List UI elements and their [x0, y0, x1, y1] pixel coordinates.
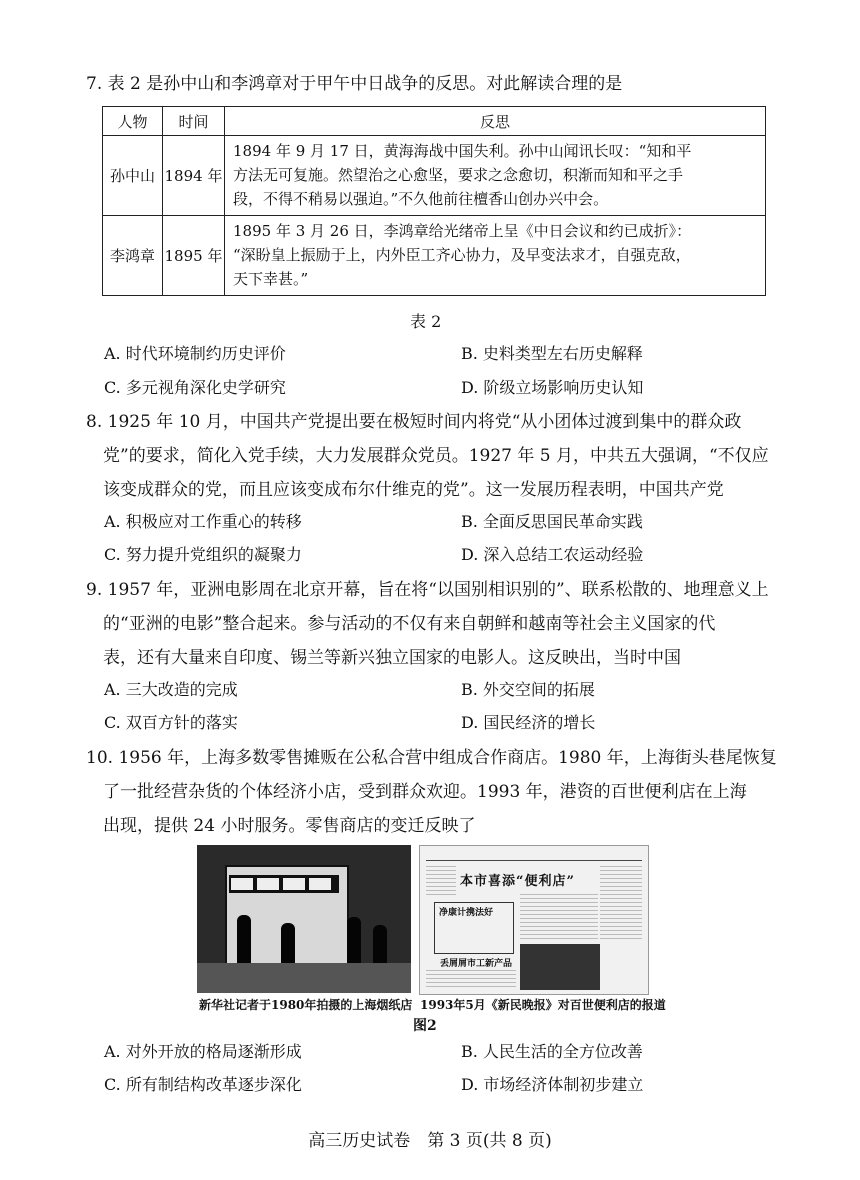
- q9-stem-line: 9. 1957 年，亚洲电影周在北京开幕，旨在将“以国别相识别的”、联系松散的、地理意义上: [86, 580, 769, 600]
- newspaper-boxed-article: [434, 902, 514, 954]
- table-2: [102, 106, 766, 296]
- reflection-line: 1894 年 9 月 17 日，黄海海战中国失利。孙中山闻讯长叹：“知和平: [233, 142, 692, 160]
- reflection-line: 天下幸甚。”: [233, 270, 309, 288]
- q7-option-c[interactable]: C. 多元视角深化史学研究: [104, 378, 286, 397]
- table-row: [103, 136, 766, 216]
- text-column: [520, 894, 598, 940]
- q7-stem: 7. 表 2 是孙中山和李鸿章对于甲午中日战争的反思。对此解读合理的是: [86, 74, 623, 94]
- shop-photo-1980: [197, 845, 411, 993]
- table-row: [103, 216, 766, 296]
- table-header-person: 人物: [103, 107, 163, 136]
- reflection-line: 方法无可复施。然望治之心愈坚，要求之念愈切，积渐而知和平之手: [233, 166, 684, 184]
- reflection-line: 段，不得不稍易以强迫。”不久他前往檀香山创办兴中会。: [233, 190, 609, 208]
- q10-option-a[interactable]: A. 对外开放的格局逐渐形成: [104, 1042, 302, 1061]
- text-column: [600, 866, 642, 940]
- boxed-article-title: 净康计携法好: [439, 908, 494, 918]
- q10-option-b[interactable]: B. 人民生活的全方位改善: [461, 1042, 643, 1061]
- table-cell-year: 1894 年: [163, 136, 225, 216]
- text-column: [426, 866, 456, 896]
- reflection-line: 1895 年 3 月 26 日，李鸿章给光绪帝上呈《中日会议和约已成折》：: [233, 222, 692, 240]
- newspaper-headline: 本市喜添“便利店”: [460, 874, 575, 889]
- newspaper-caption: 1993年5月《新民晚报》对百世便利店的报道: [420, 998, 666, 1012]
- q10-stem-line: 10. 1956 年，上海多数零售摊贩在公私合营中组成合作商店。1980 年，上海街头巷尾恢复: [86, 748, 777, 768]
- q8-option-b[interactable]: B. 全面反思国民革命实践: [461, 512, 643, 531]
- reflection-line: “深盼皇上振励于上，内外臣工齐心协力，及早变法求才，自强克敌，: [233, 246, 691, 264]
- q7-option-b[interactable]: B. 史料类型左右历史解释: [461, 344, 643, 363]
- q8-option-a[interactable]: A. 积极应对工作重心的转移: [104, 512, 302, 531]
- page-footer: 高三历史试卷 第 3 页(共 8 页): [308, 1131, 552, 1151]
- q9-stem-line: 表，还有大量来自印度、锡兰等新兴独立国家的电影人。这反映出，当时中国: [103, 648, 681, 668]
- table-cell-reflection: [225, 136, 766, 216]
- q9-option-a[interactable]: A. 三大改造的完成: [104, 680, 238, 699]
- table-cell-person: 李鸿章: [103, 216, 163, 296]
- q9-option-c[interactable]: C. 双百方针的落实: [104, 713, 238, 732]
- q7-option-a[interactable]: A. 时代环境制约历史评价: [104, 344, 286, 363]
- text-column: [426, 970, 516, 990]
- table-header-row: [103, 107, 766, 136]
- table-cell-person: 孙中山: [103, 136, 163, 216]
- shop-sign: [229, 875, 339, 893]
- table-cell-reflection: [225, 216, 766, 296]
- q8-option-c[interactable]: C. 努力提升党组织的凝聚力: [104, 545, 302, 564]
- q7-option-d[interactable]: D. 阶级立场影响历史认知: [461, 378, 644, 397]
- q9-option-b[interactable]: B. 外交空间的拓展: [461, 680, 595, 699]
- table-cell-year: 1895 年: [163, 216, 225, 296]
- q8-stem-line: 8. 1925 年 10 月，中国共产党提出要在极短时间内将党“从小团体过渡到集中的群众政: [86, 412, 742, 432]
- q8-stem-line: 该变成群众的党，而且应该变成布尔什维克的党”。这一发展历程表明，中国共产党: [103, 480, 724, 500]
- table-header-time: 时间: [163, 107, 225, 136]
- q9-option-d[interactable]: D. 国民经济的增长: [461, 713, 596, 732]
- figure-label: 图2: [413, 1018, 437, 1034]
- q8-option-d[interactable]: D. 深入总结工农运动经验: [461, 545, 644, 564]
- q10-option-c[interactable]: C. 所有制结构改革逐步深化: [104, 1075, 302, 1094]
- q8-stem-line: 党”的要求，简化入党手续，大力发展群众党员。1927 年 5 月，中共五大强调，“不仅应: [103, 446, 769, 466]
- street-ground: [197, 963, 411, 993]
- table-header-reflection: 反思: [225, 107, 766, 136]
- newspaper-subheading: 丢屑屑市工新产品: [440, 959, 513, 969]
- q10-stem-line: 了一批经营杂货的个体经济小店，受到群众欢迎。1993 年，港资的百世便利店在上海: [103, 782, 747, 802]
- q10-stem-line: 出现，提供 24 小时服务。零售商店的变迁反映了: [103, 816, 476, 836]
- q9-stem-line: 的“亚洲的电影”整合起来。参与活动的不仅有来自朝鲜和越南等社会主义国家的代: [103, 614, 716, 634]
- newspaper-clipping: [419, 845, 649, 995]
- photo-caption: 新华社记者于1980年拍摄的上海烟纸店: [199, 998, 413, 1012]
- newspaper-masthead: [426, 850, 642, 861]
- table-caption: 表 2: [410, 312, 442, 331]
- newspaper-photo: [520, 944, 600, 990]
- q10-option-d[interactable]: D. 市场经济体制初步建立: [461, 1075, 644, 1094]
